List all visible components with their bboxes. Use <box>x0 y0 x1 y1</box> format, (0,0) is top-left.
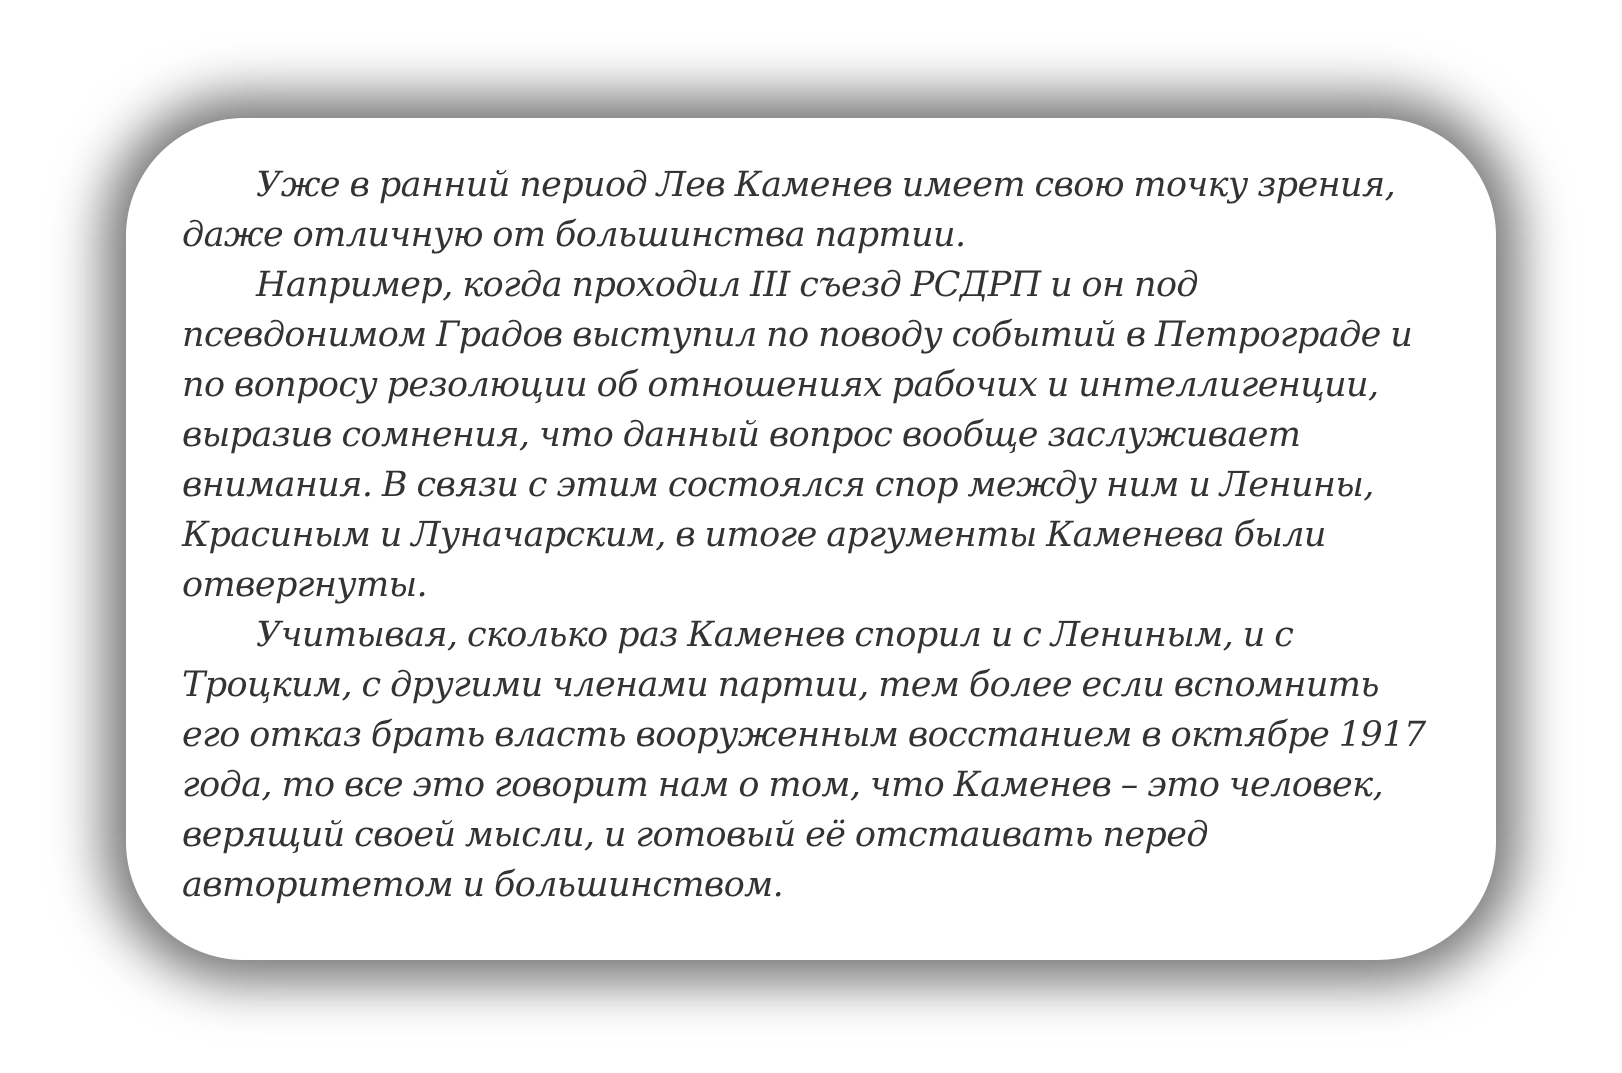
text-line: Троцким, с другими членами партии, тем более если вспомнить <box>182 665 1379 705</box>
text-line: его отказ брать власть вооруженным восстанием в октябре 1917 <box>182 715 1426 755</box>
text-card <box>126 118 1496 960</box>
text-line: авторитетом и большинством. <box>182 865 784 905</box>
text-line: Уже в ранний период Лев Каменев имеет свою точку зрения, <box>256 165 1396 205</box>
text-line: псевдонимом Градов выступил по поводу событий в Петрограде и <box>182 315 1413 355</box>
paragraph-1 <box>182 160 1456 260</box>
text-line: отвергнуты. <box>182 565 428 605</box>
text-line: по вопросу резолюции об отношениях рабочих и интеллигенции, <box>182 365 1379 405</box>
text-line: Например, когда проходил III съезд РСДРП и он под <box>256 265 1199 305</box>
text-line: выразив сомнения, что данный вопрос вообще заслуживает <box>182 415 1301 455</box>
text-line: года, то все это говорит нам о том, что Каменев – это человек, <box>182 765 1383 805</box>
text-line: верящий своей мысли, и готовый её отстаивать перед <box>182 815 1208 855</box>
paragraph-3 <box>182 610 1456 910</box>
text-line: Учитывая, сколько раз Каменев спорил и с Лениным, и с <box>256 615 1294 655</box>
text-line: внимания. В связи с этим состоялся спор между ним и Ленины, <box>182 465 1374 505</box>
text-line: Красиным и Луначарским, в итоге аргументы Каменева были <box>182 515 1326 555</box>
paragraph-2 <box>182 260 1456 610</box>
body-text <box>182 160 1456 910</box>
text-line: даже отличную от большинства партии. <box>182 215 966 255</box>
